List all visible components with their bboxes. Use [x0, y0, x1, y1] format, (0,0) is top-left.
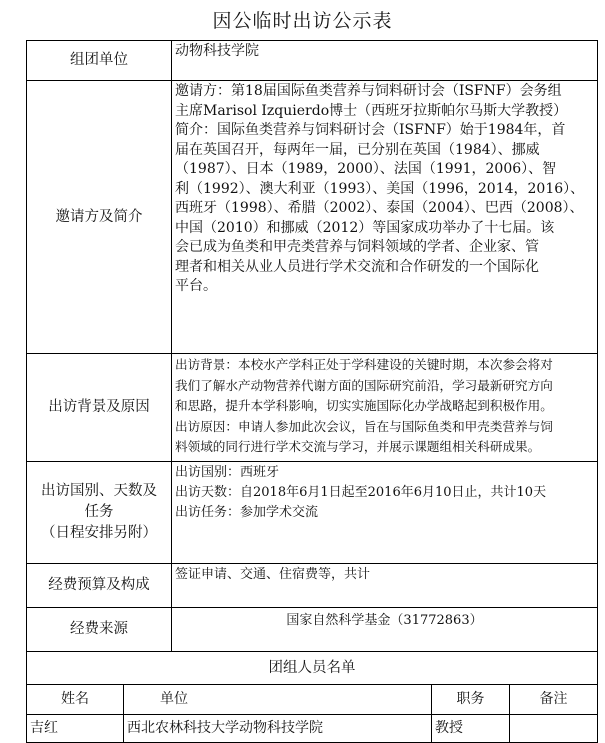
invitation-value	[172, 81, 598, 354]
trip-label-line: （日程安排另附）	[41, 525, 157, 541]
trip-label-line: 出访国别、天数及	[41, 483, 157, 499]
budget-row	[27, 564, 598, 608]
background-row	[27, 354, 598, 462]
trip-row	[27, 462, 598, 564]
invitation-line: （1987）、日本（1989，2000）、法国（1991，2006）、智	[175, 161, 557, 177]
funding-value: 国家自然科学基金（31772863）	[172, 608, 598, 652]
invitation-line: 西班牙（1998）、希腊（2002）、泰国（2004）、巴西（2008）、	[175, 200, 584, 216]
background-line: 和思路，提升本学科影响，切实实施国际化办学战略起到积极作用。	[175, 398, 553, 413]
members-heading: 团组人员名单	[27, 652, 598, 685]
invitation-line: 简介：国际鱼类营养与饲料研讨会（ISFNF）始于1984年，首	[175, 122, 566, 138]
invitation-line: 中国（2010）和挪威（2012）等国家成功举办了十七届。该	[175, 219, 555, 236]
invitation-line: 主席Marisol Izquierdo博士（西班牙拉斯帕尔马斯大学教授）	[175, 102, 568, 119]
member-name: 吉红	[27, 715, 124, 743]
trip-line: 出访任务：参加学术交流	[175, 505, 319, 520]
member-unit: 西北农林科技大学动物科技学院	[124, 715, 432, 743]
invitation-line: 理者和相关从业人员进行学术交流和合作研发的一个国际化	[175, 258, 539, 275]
group-unit-value: 动物科技学院	[172, 41, 598, 81]
page-title: 因公临时出访公示表	[212, 10, 393, 32]
invitation-row	[27, 81, 598, 354]
background-label: 出访背景及原因	[27, 354, 172, 462]
members-header-row	[27, 685, 598, 715]
invitation-line: 利（1992）、澳大利亚（1993）、美国（1996，2014，2016）、	[175, 180, 585, 197]
invitation-line: 届在英国召开，每两年一届，已分别在英国（1984）、挪威	[175, 141, 540, 158]
member-position: 教授	[432, 715, 510, 743]
column-header-remark: 备注	[510, 685, 598, 715]
member-remark	[510, 715, 598, 743]
column-header-unit: 单位	[124, 685, 432, 715]
member-row	[27, 715, 598, 743]
trip-label	[27, 462, 172, 564]
background-line: 出访背景：本校水产学科正处于学科建设的关键时期，本次参会将对	[175, 357, 553, 372]
column-header-name: 姓名	[27, 685, 124, 715]
invitation-label: 邀请方及简介	[27, 81, 172, 354]
group-unit-row	[27, 41, 598, 81]
trip-label-line: 任务	[84, 504, 114, 520]
background-line: 我们了解水产动物营养代谢方面的国际研究前沿，学习最新研究方向	[175, 377, 553, 393]
members-heading-row	[27, 652, 598, 685]
trip-value	[172, 462, 598, 564]
trip-line: 出访国别：西班牙	[175, 465, 280, 480]
budget-label: 经费预算及构成	[27, 564, 172, 608]
funding-row	[27, 608, 598, 652]
budget-value: 签证申请、交通、住宿费等，共计	[172, 564, 598, 608]
funding-label: 经费来源	[27, 608, 172, 652]
background-line: 料领域的同行进行学术交流与学习，并展示课题组相关科研成果。	[175, 439, 541, 454]
trip-line: 出访天数：自2018年6月1日起至2016年6月10日止，共计10天	[175, 485, 547, 500]
background-value	[172, 354, 598, 462]
group-unit-label: 组团单位	[27, 41, 172, 81]
invitation-line: 邀请方：第18届国际鱼类营养与饲料研讨会（ISFNF）会务组	[175, 83, 562, 99]
background-line: 出访原因：申请人参加此次会议，旨在与国际鱼类和甲壳类营养与饲	[175, 418, 553, 434]
column-header-position: 职务	[432, 685, 510, 715]
invitation-line: 会已成为鱼类和甲壳类营养与饲料领域的学者、企业家、管	[175, 239, 539, 255]
disclosure-form	[26, 40, 598, 743]
invitation-line: 平台。	[175, 278, 217, 294]
